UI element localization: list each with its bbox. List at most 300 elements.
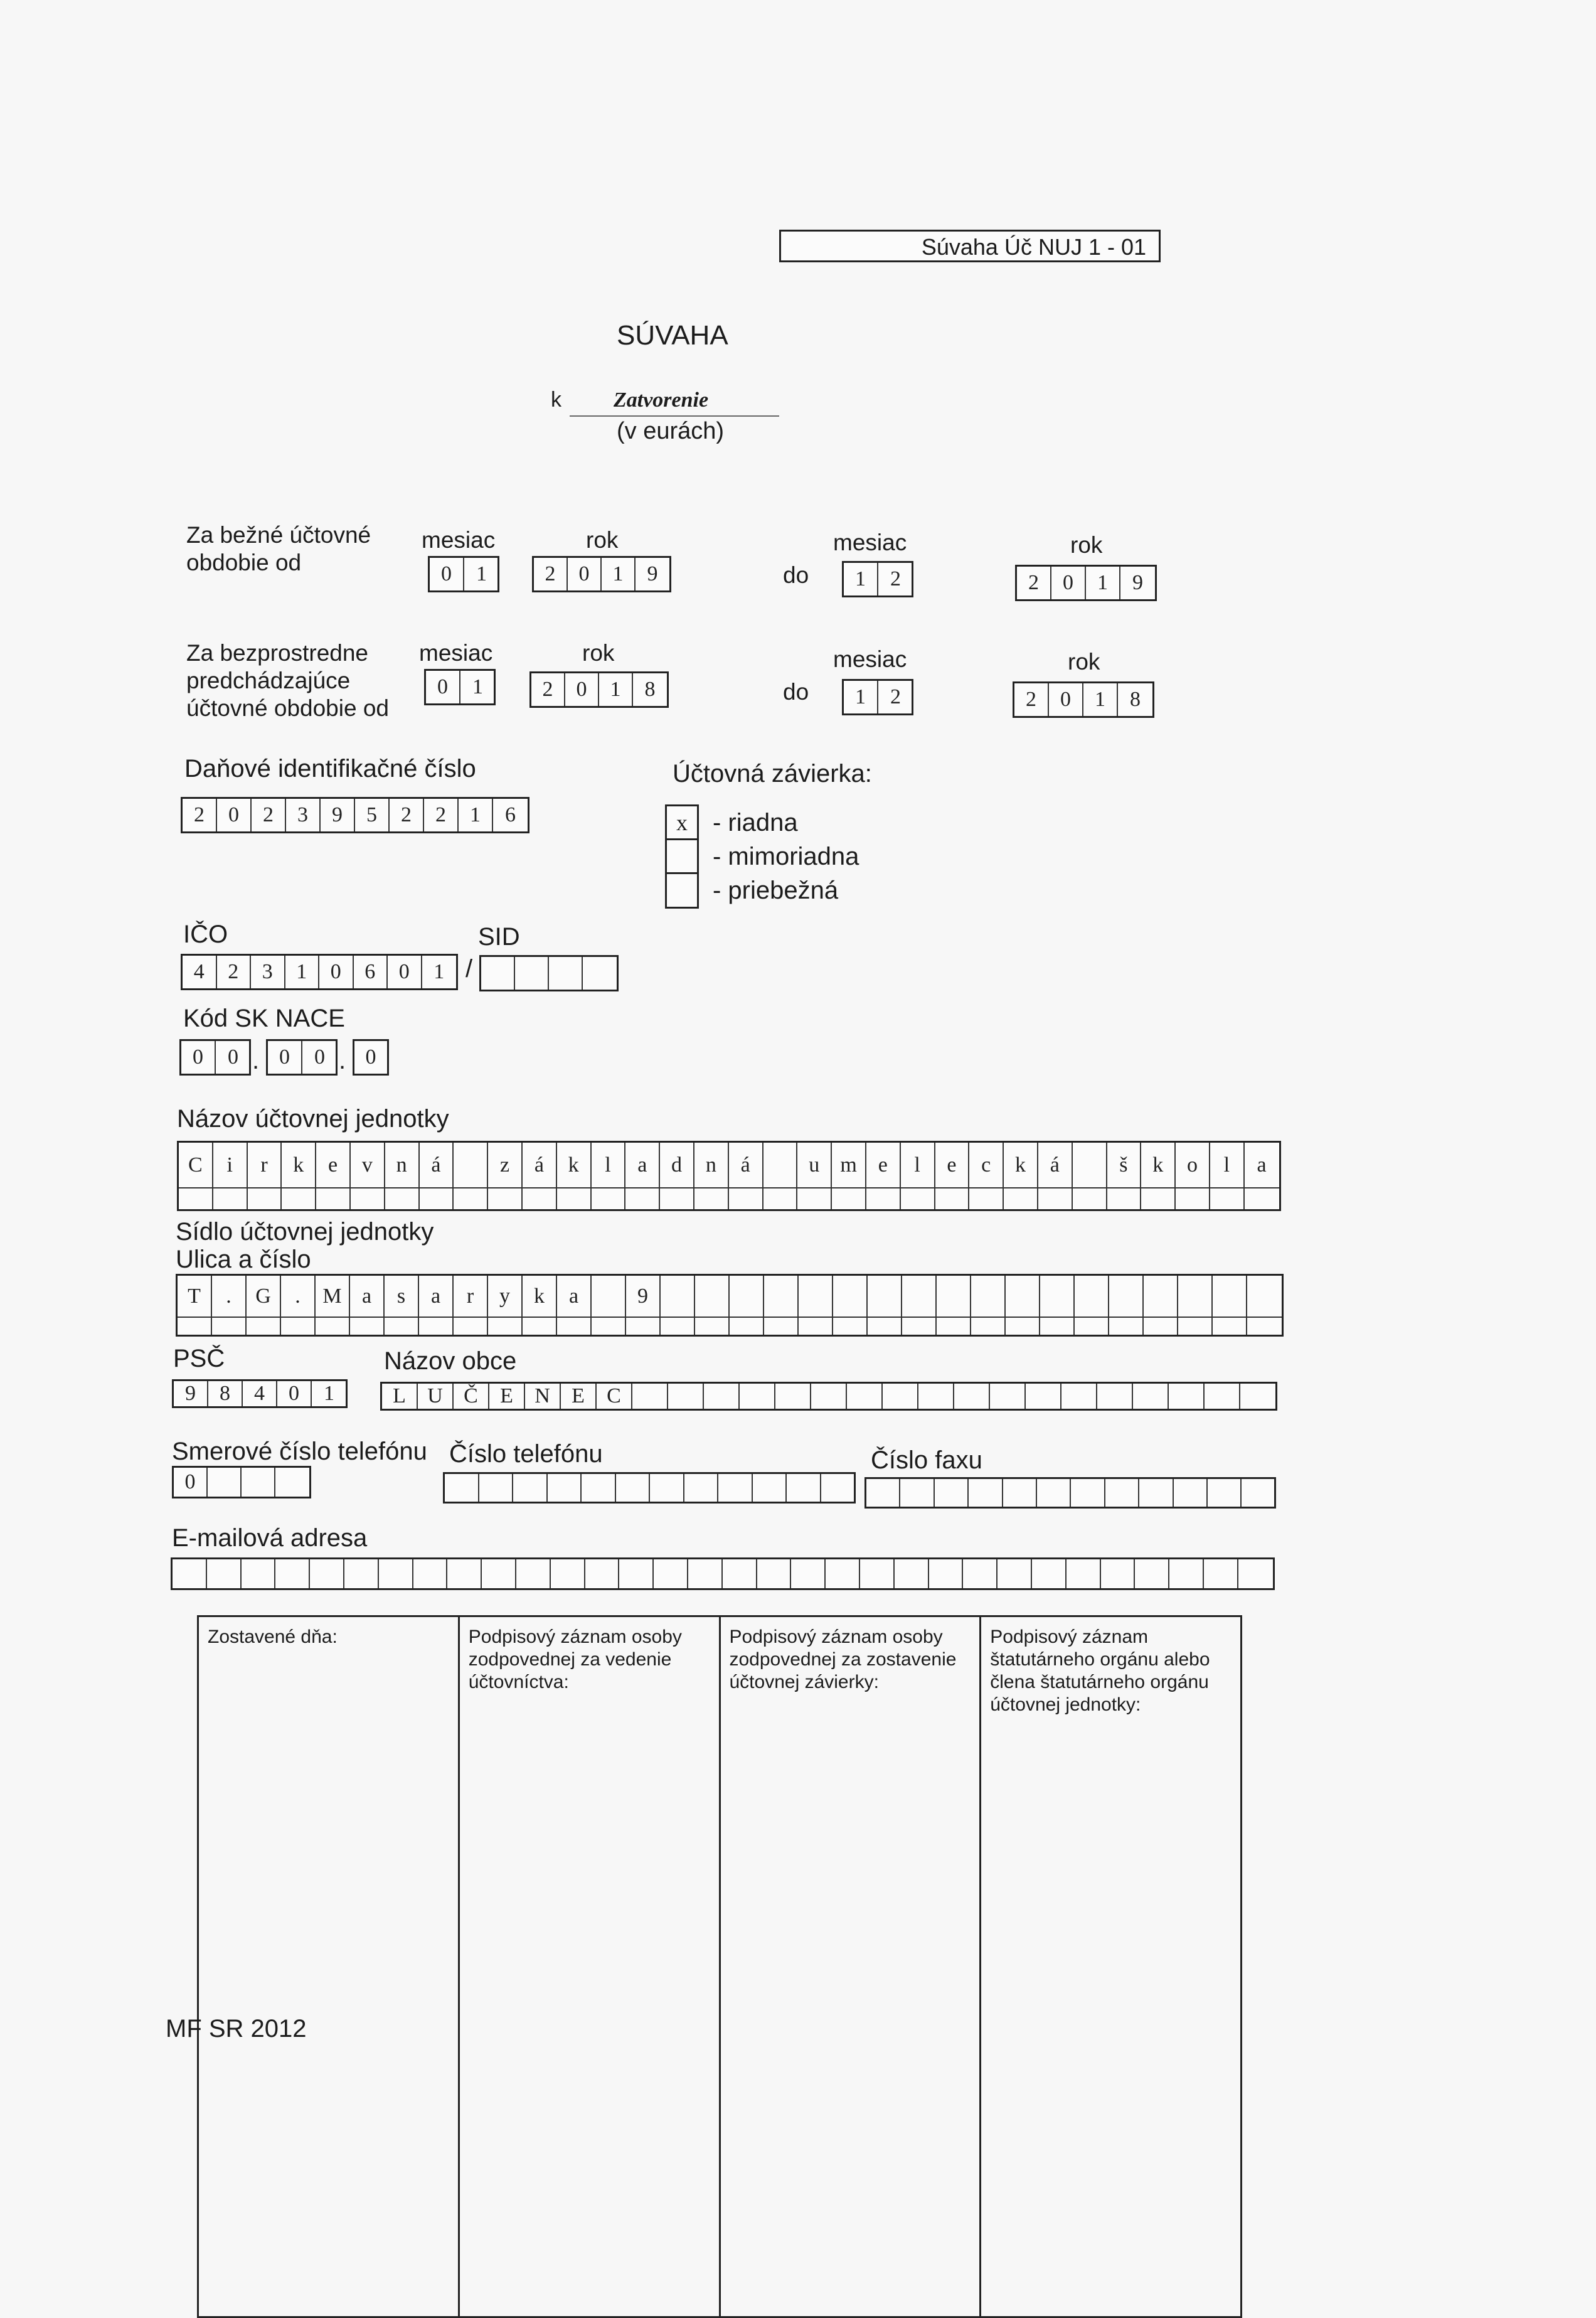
signature-date-cell[interactable] [199, 1617, 460, 2316]
char-box[interactable] [481, 957, 515, 990]
char-box[interactable] [1204, 1559, 1238, 1588]
char-box[interactable] [1004, 1188, 1038, 1209]
char-box[interactable]: 4 [183, 956, 217, 988]
char-box[interactable] [445, 1474, 479, 1502]
char-box[interactable] [1245, 1188, 1279, 1209]
char-box[interactable] [516, 1559, 551, 1588]
char-box[interactable]: 1 [285, 956, 320, 988]
char-box[interactable]: 1 [599, 673, 633, 706]
char-box[interactable] [316, 1188, 351, 1209]
current-to-year-boxes[interactable] [1015, 565, 1157, 601]
char-box[interactable]: 4 [243, 1381, 277, 1406]
char-box[interactable] [969, 1479, 1003, 1507]
char-box[interactable] [1141, 1188, 1176, 1209]
nace-boxes-3[interactable] [353, 1039, 389, 1076]
char-box[interactable] [799, 1276, 833, 1317]
closing-checkbox-priebezna[interactable] [665, 872, 699, 909]
char-box[interactable] [1144, 1276, 1178, 1317]
char-box[interactable] [242, 1559, 276, 1588]
char-box[interactable]: 0 [388, 956, 422, 988]
char-box[interactable]: 2 [424, 799, 459, 831]
char-box[interactable]: 2 [390, 799, 424, 831]
nace-boxes-1[interactable] [179, 1039, 251, 1076]
char-box[interactable] [447, 1559, 482, 1588]
char-box[interactable] [661, 1318, 695, 1335]
char-box[interactable]: 1 [1086, 567, 1120, 599]
current-to-month-boxes[interactable] [842, 561, 913, 597]
entity-name-boxes[interactable] [177, 1141, 1281, 1211]
char-box[interactable] [207, 1559, 242, 1588]
char-box[interactable] [242, 1468, 275, 1497]
char-box[interactable] [900, 1479, 934, 1507]
char-box[interactable] [832, 1188, 866, 1209]
char-box[interactable] [275, 1468, 309, 1497]
char-box[interactable]: š [1107, 1143, 1142, 1187]
char-box[interactable] [592, 1188, 626, 1209]
char-box[interactable] [730, 1318, 764, 1335]
char-box[interactable]: 2 [1017, 567, 1051, 599]
char-box[interactable]: . [212, 1276, 247, 1317]
char-box[interactable] [1144, 1318, 1178, 1335]
char-box[interactable] [592, 1318, 626, 1335]
char-box[interactable] [918, 1384, 954, 1409]
char-box[interactable]: k [557, 1143, 592, 1187]
char-box[interactable]: 0 [365, 1045, 376, 1069]
char-box[interactable] [1133, 1384, 1169, 1409]
char-box[interactable] [513, 1474, 548, 1502]
char-box[interactable]: 9 [174, 1381, 208, 1406]
char-box[interactable] [969, 1188, 1004, 1209]
dic-boxes[interactable] [181, 797, 529, 833]
char-box[interactable] [619, 1559, 654, 1588]
char-box[interactable]: 3 [251, 956, 285, 988]
char-box[interactable] [1026, 1384, 1061, 1409]
char-box[interactable] [775, 1384, 811, 1409]
char-box[interactable]: M [316, 1276, 350, 1317]
char-box[interactable]: 0 [277, 1381, 312, 1406]
char-box[interactable] [1139, 1479, 1173, 1507]
char-box[interactable] [730, 1276, 764, 1317]
char-box[interactable] [454, 1143, 488, 1187]
char-box[interactable] [1109, 1276, 1144, 1317]
char-box[interactable]: 0 [228, 1045, 238, 1069]
char-box[interactable]: 2 [890, 567, 901, 590]
char-box[interactable] [901, 1188, 935, 1209]
char-box[interactable] [763, 1188, 798, 1209]
char-box[interactable] [1105, 1479, 1139, 1507]
char-box[interactable] [316, 1318, 350, 1335]
char-box[interactable] [826, 1559, 860, 1588]
char-box[interactable]: 3 [286, 799, 321, 831]
char-box[interactable]: N [525, 1384, 561, 1409]
char-box[interactable] [661, 1276, 695, 1317]
char-box[interactable]: C [179, 1143, 213, 1187]
char-box[interactable] [935, 1188, 970, 1209]
char-box[interactable]: 6 [354, 956, 388, 988]
char-box[interactable]: c [969, 1143, 1004, 1187]
char-box[interactable] [1169, 1559, 1204, 1588]
char-box[interactable] [479, 1474, 514, 1502]
char-box[interactable]: e [316, 1143, 351, 1187]
char-box[interactable]: L [382, 1384, 418, 1409]
char-box[interactable]: 9 [647, 562, 658, 585]
char-box[interactable] [281, 1318, 316, 1335]
char-box[interactable] [1006, 1318, 1040, 1335]
char-box[interactable] [583, 957, 617, 990]
char-box[interactable]: k [282, 1143, 316, 1187]
char-box[interactable]: 8 [208, 1381, 243, 1406]
char-box[interactable] [763, 1143, 798, 1187]
char-box[interactable]: d [660, 1143, 694, 1187]
char-box[interactable]: r [454, 1276, 488, 1317]
char-box[interactable] [1178, 1276, 1213, 1317]
char-box[interactable] [275, 1559, 310, 1588]
char-box[interactable] [1109, 1318, 1144, 1335]
char-box[interactable]: á [523, 1143, 557, 1187]
char-box[interactable]: v [351, 1143, 385, 1187]
char-box[interactable] [1247, 1276, 1282, 1317]
char-box[interactable]: 0 [568, 558, 602, 590]
char-box[interactable] [740, 1384, 775, 1409]
char-box[interactable]: 1 [602, 558, 636, 590]
char-box[interactable] [310, 1559, 344, 1588]
char-box[interactable] [757, 1559, 792, 1588]
char-box[interactable]: 1 [844, 563, 878, 596]
char-box[interactable]: á [420, 1143, 454, 1187]
char-box[interactable] [811, 1384, 847, 1409]
char-box[interactable] [695, 1318, 730, 1335]
char-box[interactable] [585, 1559, 620, 1588]
town-boxes[interactable] [380, 1382, 1277, 1411]
char-box[interactable]: U [418, 1384, 454, 1409]
char-box[interactable]: 0 [426, 671, 460, 703]
char-box[interactable] [523, 1188, 557, 1209]
char-box[interactable]: 2 [1014, 683, 1049, 716]
char-box[interactable] [937, 1276, 971, 1317]
char-box[interactable] [208, 1468, 242, 1497]
char-box[interactable]: Č [454, 1384, 489, 1409]
char-box[interactable] [1135, 1559, 1169, 1588]
char-box[interactable] [1242, 1479, 1275, 1507]
char-box[interactable]: k [523, 1276, 557, 1317]
char-box[interactable] [1032, 1559, 1067, 1588]
char-box[interactable]: T [178, 1276, 212, 1317]
char-box[interactable] [173, 1559, 207, 1588]
char-box[interactable]: 2 [252, 799, 286, 831]
char-box[interactable] [385, 1188, 420, 1209]
char-box[interactable]: 0 [174, 1468, 208, 1497]
char-box[interactable]: 1 [459, 799, 493, 831]
char-box[interactable] [695, 1276, 730, 1317]
char-box[interactable] [883, 1384, 918, 1409]
char-box[interactable] [833, 1318, 868, 1335]
char-box[interactable] [557, 1188, 592, 1209]
char-box[interactable]: 0 [268, 1041, 302, 1074]
char-box[interactable]: 1 [434, 960, 445, 983]
char-box[interactable]: 0 [319, 956, 354, 988]
char-box[interactable]: m [832, 1143, 866, 1187]
char-box[interactable]: 0 [181, 1041, 216, 1074]
char-box[interactable] [1038, 1188, 1073, 1209]
current-from-month-boxes[interactable] [428, 556, 499, 592]
char-box[interactable] [866, 1479, 900, 1507]
char-box[interactable] [791, 1559, 826, 1588]
char-box[interactable] [488, 1318, 523, 1335]
char-box[interactable]: 2 [534, 558, 568, 590]
char-box[interactable] [668, 1384, 704, 1409]
char-box[interactable]: G [247, 1276, 281, 1317]
char-box[interactable] [351, 1188, 385, 1209]
char-box[interactable]: 1 [472, 675, 483, 698]
char-box[interactable]: i [213, 1143, 248, 1187]
char-box[interactable]: n [385, 1143, 420, 1187]
char-box[interactable] [178, 1318, 212, 1335]
char-box[interactable] [866, 1188, 901, 1209]
char-box[interactable] [1003, 1479, 1037, 1507]
char-box[interactable] [248, 1188, 282, 1209]
char-box[interactable] [868, 1276, 902, 1317]
char-box[interactable]: 1 [1083, 683, 1118, 716]
current-to-month-label: mesiac [833, 530, 907, 555]
char-box[interactable] [582, 1474, 616, 1502]
char-box[interactable]: E [489, 1384, 525, 1409]
char-box[interactable] [420, 1188, 454, 1209]
char-box[interactable]: a [350, 1276, 385, 1317]
char-box[interactable] [1174, 1479, 1208, 1507]
char-box[interactable] [1071, 1479, 1105, 1507]
phone-prefix-boxes[interactable] [172, 1466, 311, 1498]
char-box[interactable] [488, 1188, 523, 1209]
char-box[interactable] [753, 1474, 787, 1502]
char-box[interactable] [990, 1384, 1026, 1409]
char-box[interactable]: a [625, 1143, 660, 1187]
char-box[interactable] [1240, 1384, 1276, 1409]
closing-checkbox-riadna[interactable]: x [665, 804, 699, 841]
char-box[interactable]: y [488, 1276, 523, 1317]
char-box[interactable]: 9 [321, 799, 355, 831]
char-box[interactable] [557, 1318, 592, 1335]
char-box[interactable] [616, 1474, 651, 1502]
char-box[interactable] [847, 1384, 883, 1409]
char-box[interactable] [1169, 1384, 1205, 1409]
char-box[interactable] [971, 1318, 1006, 1335]
char-box[interactable] [1210, 1188, 1245, 1209]
char-box[interactable] [413, 1559, 448, 1588]
char-box[interactable] [963, 1559, 998, 1588]
char-box[interactable]: e [935, 1143, 970, 1187]
char-box[interactable]: 2 [531, 673, 565, 706]
previous-from-month-boxes[interactable] [424, 669, 496, 705]
char-box[interactable] [860, 1559, 895, 1588]
address-boxes[interactable] [176, 1274, 1284, 1337]
char-box[interactable] [650, 1474, 684, 1502]
char-box[interactable] [515, 957, 549, 990]
char-box[interactable] [213, 1188, 248, 1209]
char-box[interactable] [895, 1559, 929, 1588]
char-box[interactable] [868, 1318, 902, 1335]
char-box[interactable]: 2 [217, 956, 252, 988]
char-box[interactable] [282, 1188, 316, 1209]
char-box[interactable]: E [561, 1384, 597, 1409]
char-box[interactable] [379, 1559, 413, 1588]
char-box[interactable] [1107, 1188, 1142, 1209]
char-box[interactable] [1097, 1384, 1133, 1409]
ico-boxes[interactable] [181, 954, 458, 990]
char-box[interactable] [694, 1188, 729, 1209]
char-box[interactable] [632, 1384, 668, 1409]
char-box[interactable] [821, 1474, 856, 1502]
char-box[interactable] [523, 1318, 557, 1335]
char-box[interactable]: 0 [430, 558, 464, 590]
char-box[interactable] [548, 1474, 582, 1502]
char-box[interactable] [1061, 1384, 1097, 1409]
char-box[interactable]: 8 [644, 678, 656, 701]
char-box[interactable]: l [592, 1143, 626, 1187]
char-box[interactable]: á [1038, 1143, 1073, 1187]
char-box[interactable] [929, 1559, 964, 1588]
previous-to-year-boxes[interactable] [1013, 681, 1154, 718]
char-box[interactable] [998, 1559, 1032, 1588]
char-box[interactable] [1208, 1479, 1242, 1507]
char-box[interactable] [1073, 1188, 1107, 1209]
char-box[interactable] [454, 1318, 488, 1335]
char-box[interactable] [660, 1188, 694, 1209]
char-box[interactable] [688, 1559, 723, 1588]
char-box[interactable] [419, 1318, 454, 1335]
char-box[interactable]: l [1210, 1143, 1245, 1187]
char-box[interactable] [764, 1276, 799, 1317]
char-box[interactable]: 0 [565, 673, 599, 706]
char-box[interactable]: k [1141, 1143, 1176, 1187]
char-box[interactable]: 9 [626, 1276, 661, 1317]
char-box[interactable] [385, 1318, 419, 1335]
char-box[interactable] [1075, 1318, 1109, 1335]
page-title: SÚVAHA [617, 320, 728, 351]
signature-statements-cell[interactable] [721, 1617, 982, 2316]
char-box[interactable]: a [419, 1276, 454, 1317]
char-box[interactable]: 9 [1132, 571, 1143, 594]
char-box[interactable] [1213, 1276, 1247, 1317]
current-from-year-boxes[interactable] [532, 556, 671, 592]
sid-boxes[interactable] [479, 955, 619, 991]
char-box[interactable] [704, 1384, 740, 1409]
char-box[interactable] [1040, 1276, 1075, 1317]
char-box[interactable]: á [729, 1143, 763, 1187]
char-box[interactable]: a [557, 1276, 592, 1317]
nace-boxes-2[interactable] [266, 1039, 338, 1076]
char-box[interactable] [1213, 1318, 1247, 1335]
char-box[interactable] [1238, 1559, 1273, 1588]
char-box[interactable]: 1 [476, 562, 487, 585]
char-box[interactable] [551, 1559, 585, 1588]
char-box[interactable]: 2 [890, 685, 901, 708]
char-box[interactable]: z [488, 1143, 523, 1187]
char-box[interactable]: 8 [1130, 688, 1141, 711]
char-box[interactable] [625, 1188, 660, 1209]
char-box[interactable] [787, 1474, 821, 1502]
char-box[interactable] [654, 1559, 688, 1588]
char-box[interactable] [1073, 1143, 1107, 1187]
fax-boxes[interactable] [864, 1477, 1276, 1509]
char-box[interactable] [799, 1318, 833, 1335]
char-box[interactable] [212, 1318, 247, 1335]
char-box[interactable]: a [1257, 1153, 1267, 1177]
char-box[interactable]: s [385, 1276, 419, 1317]
char-box[interactable] [902, 1318, 937, 1335]
char-box[interactable] [1037, 1479, 1071, 1507]
previous-from-year-boxes[interactable] [529, 671, 669, 708]
char-box[interactable]: 6 [505, 803, 516, 826]
char-box[interactable] [344, 1559, 379, 1588]
previous-to-month-boxes[interactable] [842, 679, 913, 715]
char-box[interactable]: 5 [355, 799, 390, 831]
signature-statutory-cell[interactable] [981, 1617, 1240, 2316]
char-box[interactable] [626, 1318, 661, 1335]
char-box[interactable] [723, 1559, 757, 1588]
char-box[interactable] [1178, 1318, 1213, 1335]
char-box[interactable] [1067, 1559, 1101, 1588]
char-box[interactable] [247, 1318, 281, 1335]
char-box[interactable] [1176, 1188, 1210, 1209]
char-box[interactable]: o [1176, 1143, 1210, 1187]
char-box[interactable]: . [281, 1276, 316, 1317]
char-box[interactable] [179, 1188, 213, 1209]
char-box[interactable] [684, 1474, 719, 1502]
char-box[interactable]: r [248, 1143, 282, 1187]
char-box[interactable]: u [797, 1143, 832, 1187]
char-box[interactable]: 1 [844, 681, 878, 713]
char-box[interactable] [729, 1188, 763, 1209]
char-box[interactable]: k [1004, 1143, 1038, 1187]
char-box[interactable] [902, 1276, 937, 1317]
char-box[interactable] [971, 1276, 1006, 1317]
char-box[interactable] [935, 1479, 969, 1507]
char-box[interactable]: 0 [314, 1045, 325, 1069]
char-box[interactable] [454, 1188, 488, 1209]
char-box[interactable]: 2 [183, 799, 217, 831]
char-box[interactable] [1205, 1384, 1240, 1409]
psc-boxes[interactable] [172, 1379, 348, 1408]
char-box[interactable]: 1 [324, 1382, 334, 1405]
char-box[interactable] [1247, 1318, 1282, 1335]
char-box[interactable]: l [901, 1143, 935, 1187]
phone-boxes[interactable] [443, 1472, 856, 1503]
char-box[interactable] [833, 1276, 868, 1317]
char-box[interactable] [350, 1318, 385, 1335]
closing-checkbox-mimoriadna[interactable] [665, 838, 699, 875]
char-box[interactable] [482, 1559, 516, 1588]
char-box[interactable]: 0 [1049, 683, 1083, 716]
char-box[interactable]: 0 [1051, 567, 1086, 599]
char-box[interactable] [937, 1318, 971, 1335]
char-box[interactable] [592, 1276, 626, 1317]
char-box[interactable] [764, 1318, 799, 1335]
char-box[interactable] [1075, 1276, 1109, 1317]
char-box[interactable]: n [694, 1143, 729, 1187]
char-box[interactable] [1101, 1559, 1136, 1588]
char-box[interactable] [1006, 1276, 1040, 1317]
char-box[interactable]: C [597, 1384, 632, 1409]
char-box[interactable] [797, 1188, 832, 1209]
char-box[interactable] [1040, 1318, 1075, 1335]
char-box[interactable] [549, 957, 583, 990]
signature-accounting-cell[interactable] [460, 1617, 721, 2316]
email-boxes[interactable] [171, 1557, 1275, 1590]
char-box[interactable]: e [866, 1143, 901, 1187]
char-box[interactable]: 0 [217, 799, 252, 831]
char-box[interactable] [954, 1384, 990, 1409]
char-box[interactable] [718, 1474, 753, 1502]
